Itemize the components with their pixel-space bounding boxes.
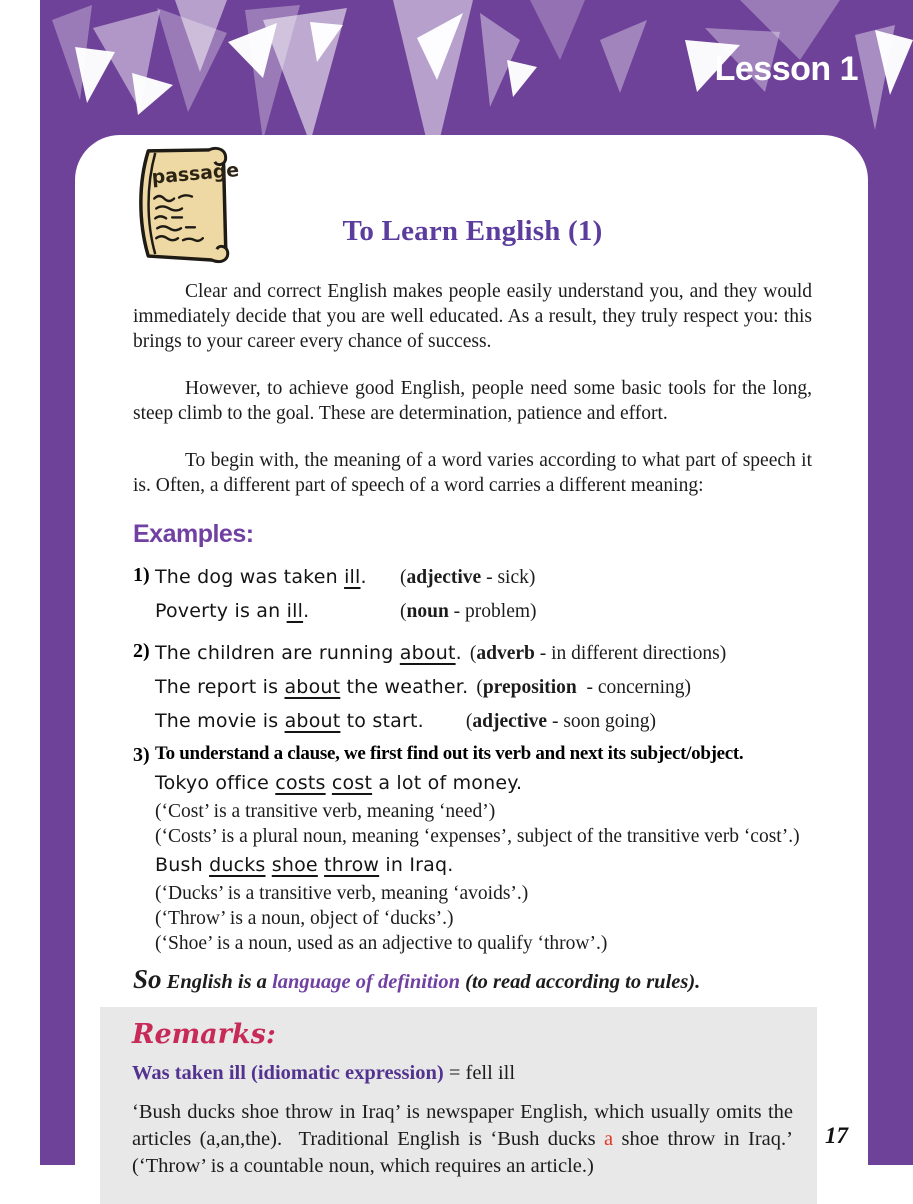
example-3-number: 3) <box>133 744 150 766</box>
intro-paragraph-3: To begin with, the meaning of a word varies according to what part of speech it is. Often, a different part of speech of a word carries a different meaning: <box>133 450 812 496</box>
example-3-note: (‘Costs’ is a plural noun, meaning ‘expenses’, subject of the transitive verb ‘cost’.) <box>155 826 800 847</box>
conclusion-line: So English is a language of definition (to read according to rules). <box>133 964 701 994</box>
example-2-number: 2) <box>133 640 150 662</box>
example-1 <box>133 561 812 629</box>
example-3-note: (‘Ducks’ is a transitive verb, meaning ‘avoids’.) <box>155 883 529 904</box>
example-3-note: (‘Throw’ is a noun, object of ‘ducks’.) <box>155 908 454 929</box>
lesson-badge: Lesson 1 <box>714 50 858 88</box>
passage-scroll-icon <box>115 141 255 265</box>
page-number: 17 <box>825 1123 848 1148</box>
example-1-row-1: The dog was taken ill. (adjective - sick) <box>155 566 536 588</box>
example-2-row-3: The movie is about to start. (adjective - soon going) <box>155 710 656 732</box>
purple-frame <box>40 0 913 1177</box>
example-3-sentence-2: Bush ducks shoe throw in Iraq. <box>155 854 454 876</box>
example-3-heading: To understand a clause, we first find out its verb and next its subject/object. <box>155 743 744 764</box>
intro-paragraph-2: However, to achieve good English, people need some basic tools for the long, steep climb to the goal. These are determination, patience and effort. <box>133 378 812 424</box>
example-3 <box>133 741 812 956</box>
passage-label: passage <box>150 160 240 189</box>
example-3-note: (‘Cost’ is a transitive verb, meaning ‘need’) <box>155 801 496 822</box>
example-3-note: (‘Shoe’ is a noun, used as an adjective to qualify ‘throw’.) <box>155 933 608 954</box>
example-1-number: 1) <box>133 564 150 586</box>
intro-paragraph-1: Clear and correct English makes people easily understand you, and they would immediately decide that you are well educated. As a result, they truly respect you: this brings to your career every chance of success. <box>133 281 812 352</box>
remarks-heading: Remarks: <box>132 1019 276 1050</box>
page-title: To Learn English (1) <box>342 215 603 247</box>
content-card <box>75 135 868 1177</box>
examples-heading: Examples: <box>133 520 254 548</box>
example-2-row-2: The report is about the weather. (preposition - concerning) <box>155 676 691 698</box>
example-3-sentence-1: Tokyo office costs cost a lot of money. <box>155 772 523 794</box>
remarks-idiom-line: Was taken ill (idiomatic expression) = fell ill <box>132 1062 516 1084</box>
example-2-row-1: The children are running about. (adverb - in different directions) <box>155 642 727 664</box>
remarks-box <box>100 1007 817 1204</box>
example-1-row-2: Poverty is an ill. (noun - problem) <box>155 600 537 622</box>
remarks-paragraph: ‘Bush ducks shoe throw in Iraq’ is newspaper English, which usually omits the articles (a,an,the). Traditional English is ‘Bush ducks a shoe throw in Iraq.’ (‘Throw’ is a countable noun, which requires an article.) <box>132 1101 799 1177</box>
example-2 <box>133 637 812 739</box>
